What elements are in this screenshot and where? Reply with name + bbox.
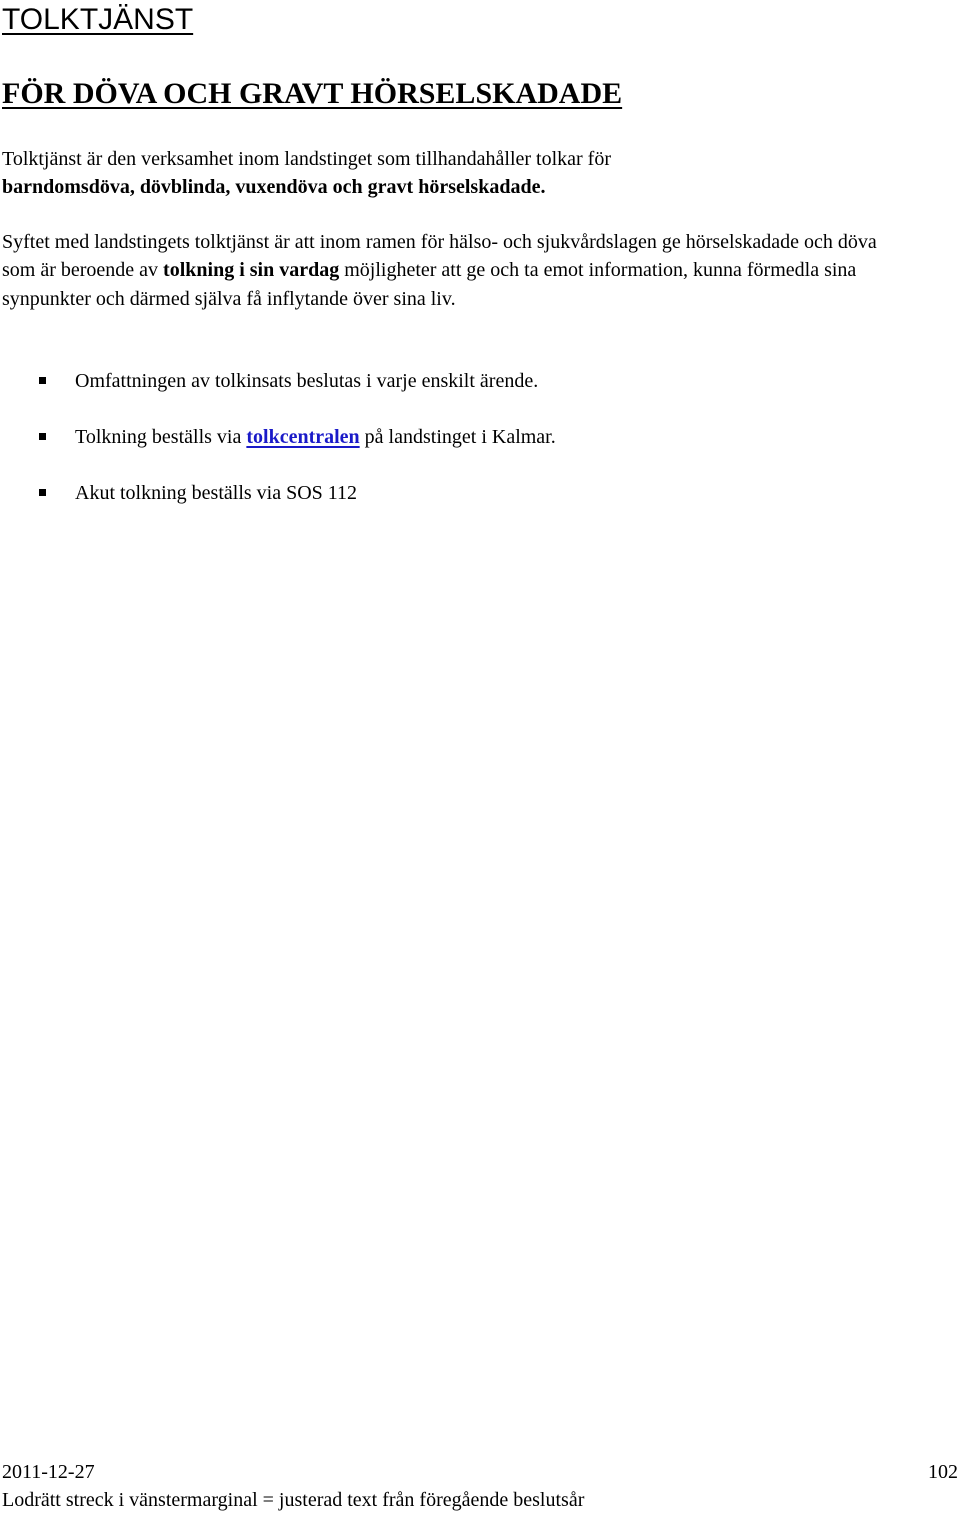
purpose-bold-text: tolkning i sin vardag: [163, 259, 340, 282]
purpose-paragraph: [2, 228, 882, 313]
purpose-text-after: möjligheter att ge och ta emot information, kunna förmedla sina synpunkter och därmed själva få inflytande över sina liv.: [2, 259, 857, 310]
square-bullet-icon: [39, 433, 46, 440]
square-bullet-icon: [39, 377, 46, 384]
bullet-text: Omfattningen av tolkinsats beslutas i varje enskilt ärende.: [75, 370, 539, 392]
footer-note: Lodrätt streck i vänstermarginal = justerad text från föregående beslutsår: [2, 1489, 585, 1511]
square-bullet-icon: [39, 489, 46, 496]
page-subtitle: FÖR DÖVA OCH GRAVT HÖRSELSKADADE: [2, 77, 623, 110]
page-number: 102: [928, 1461, 958, 1483]
intro-bold-text: barndomsdöva, dövblinda, vuxendöva och gravt hörselskadade.: [2, 176, 546, 199]
bullet-text-before-link: Tolkning beställs via: [75, 426, 242, 448]
intro-paragraph: [2, 145, 882, 202]
tolkcentralen-link[interactable]: tolkcentralen: [246, 426, 360, 448]
footer-date: 2011-12-27: [2, 1461, 95, 1483]
bullet-text-after-link: på landstinget i Kalmar.: [364, 426, 556, 448]
purpose-text-before: Syftet med landstingets tolktjänst är att inom ramen för hälso- och sjukvårdslagen ge hörselskadade och döva som är beroende av: [2, 231, 877, 282]
intro-text: Tolktjänst är den verksamhet inom landstinget som tillhandahåller tolkar för: [2, 148, 612, 170]
bullet-text: Akut tolkning beställs via SOS 112: [75, 482, 358, 504]
bullet-text: [75, 423, 556, 451]
page-title: TOLKTJÄNST: [2, 3, 194, 36]
